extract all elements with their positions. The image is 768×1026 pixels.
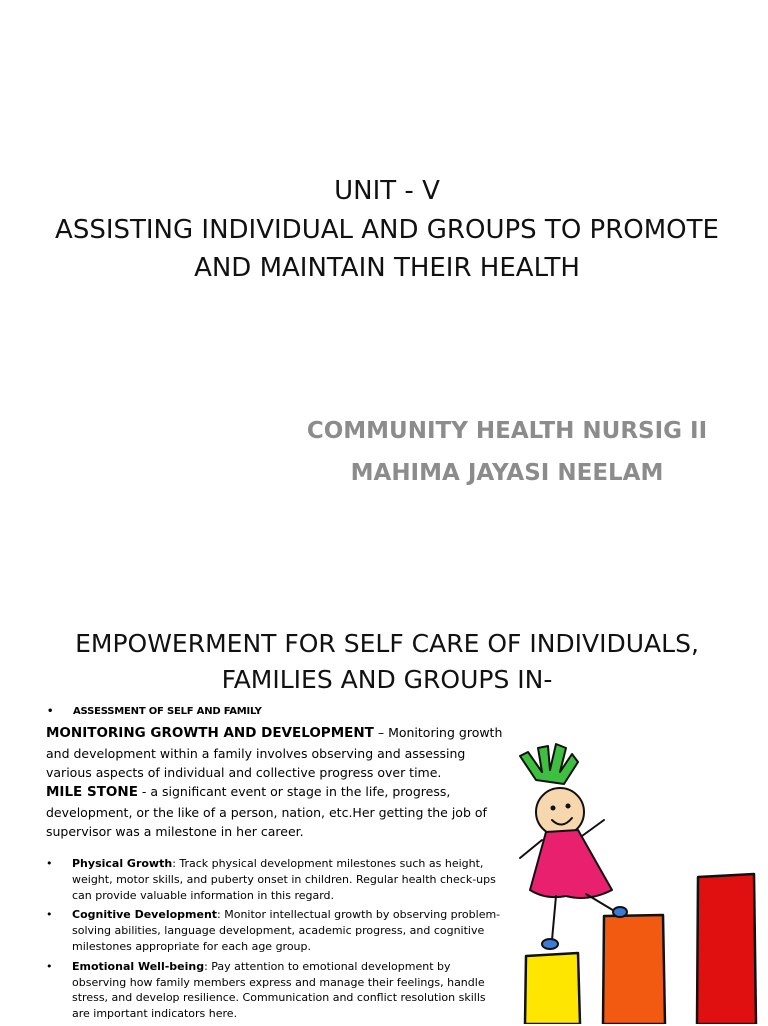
author-name: MAHIMA JAYASI NEELAM: [350, 460, 664, 486]
development-list: [46, 856, 506, 1026]
list-item-text: : Pay attention to emotional development by observing how family members express and manage their feelings, handle stress, and develop resilience. Communication and conflict resolution skills are important indicators here.: [72, 959, 486, 1021]
head: [536, 788, 584, 836]
bullet-marker: •: [46, 857, 53, 870]
list-item-term: Emotional Well-being: [72, 959, 205, 973]
milestone-text: - a significant event or stage in the life, progress, development, or the like of a person, nation, etc.Her getting the job of supervisor was a milestone in her career.: [46, 784, 487, 839]
unit-title: [40, 172, 734, 288]
monitoring-paragraph: [46, 723, 506, 783]
list-item-term: Physical Growth: [72, 857, 173, 870]
monitoring-term: MONITORING GROWTH AND DEVELOPMENT: [46, 725, 374, 741]
list-item: [46, 856, 506, 903]
red-step: [697, 874, 756, 1024]
monitoring-text: – Monitoring growth and development within a family involves observing and assessing various aspects of individual and collective progress over time.: [46, 725, 503, 780]
list-item: [46, 907, 506, 954]
green-hair: [520, 744, 578, 784]
list-item-text: : Monitor intellectual growth by observing problem-solving abilities, language development, academic progress, and cognitive milestones appropriate for each age group.: [72, 908, 501, 953]
title-line-2: ASSISTING INDIVIDUAL AND GROUPS TO PROMOTE: [55, 214, 719, 245]
list-item-text: : Track physical development milestones such as height, weight, motor skills, and puberty onset in children. Regular health check-ups can provide valuable information in this regard.: [72, 857, 496, 902]
course-name: COMMUNITY HEALTH NURSIG II: [306, 418, 708, 444]
list-item-term: Cognitive Development: [72, 908, 218, 922]
title-line-3: AND MAINTAIN THEIR HEALTH: [194, 253, 580, 283]
subtitle: [282, 410, 732, 494]
title-line-1: UNIT - V: [334, 176, 440, 206]
heading-line-2: FAMILIES AND GROUPS IN-: [221, 665, 553, 694]
milestone-paragraph: [46, 782, 506, 842]
list-item: [46, 959, 506, 1022]
bullet-marker: •: [46, 908, 53, 922]
orange-step: [603, 915, 665, 1024]
bullet-marker: •: [46, 959, 53, 973]
arm-right: [582, 820, 604, 836]
yellow-step: [525, 953, 580, 1024]
girl-climbing-steps-illustration: [508, 740, 768, 1024]
heading-line-1: EMPOWERMENT FOR SELF CARE OF INDIVIDUALS,: [75, 629, 699, 658]
bullet-marker: •: [47, 706, 54, 717]
milestone-term: MILE STONE: [46, 784, 138, 800]
slide-heading: [40, 626, 734, 698]
assessment-label: ASSESSMENT OF SELF AND FAMILY: [73, 706, 262, 717]
